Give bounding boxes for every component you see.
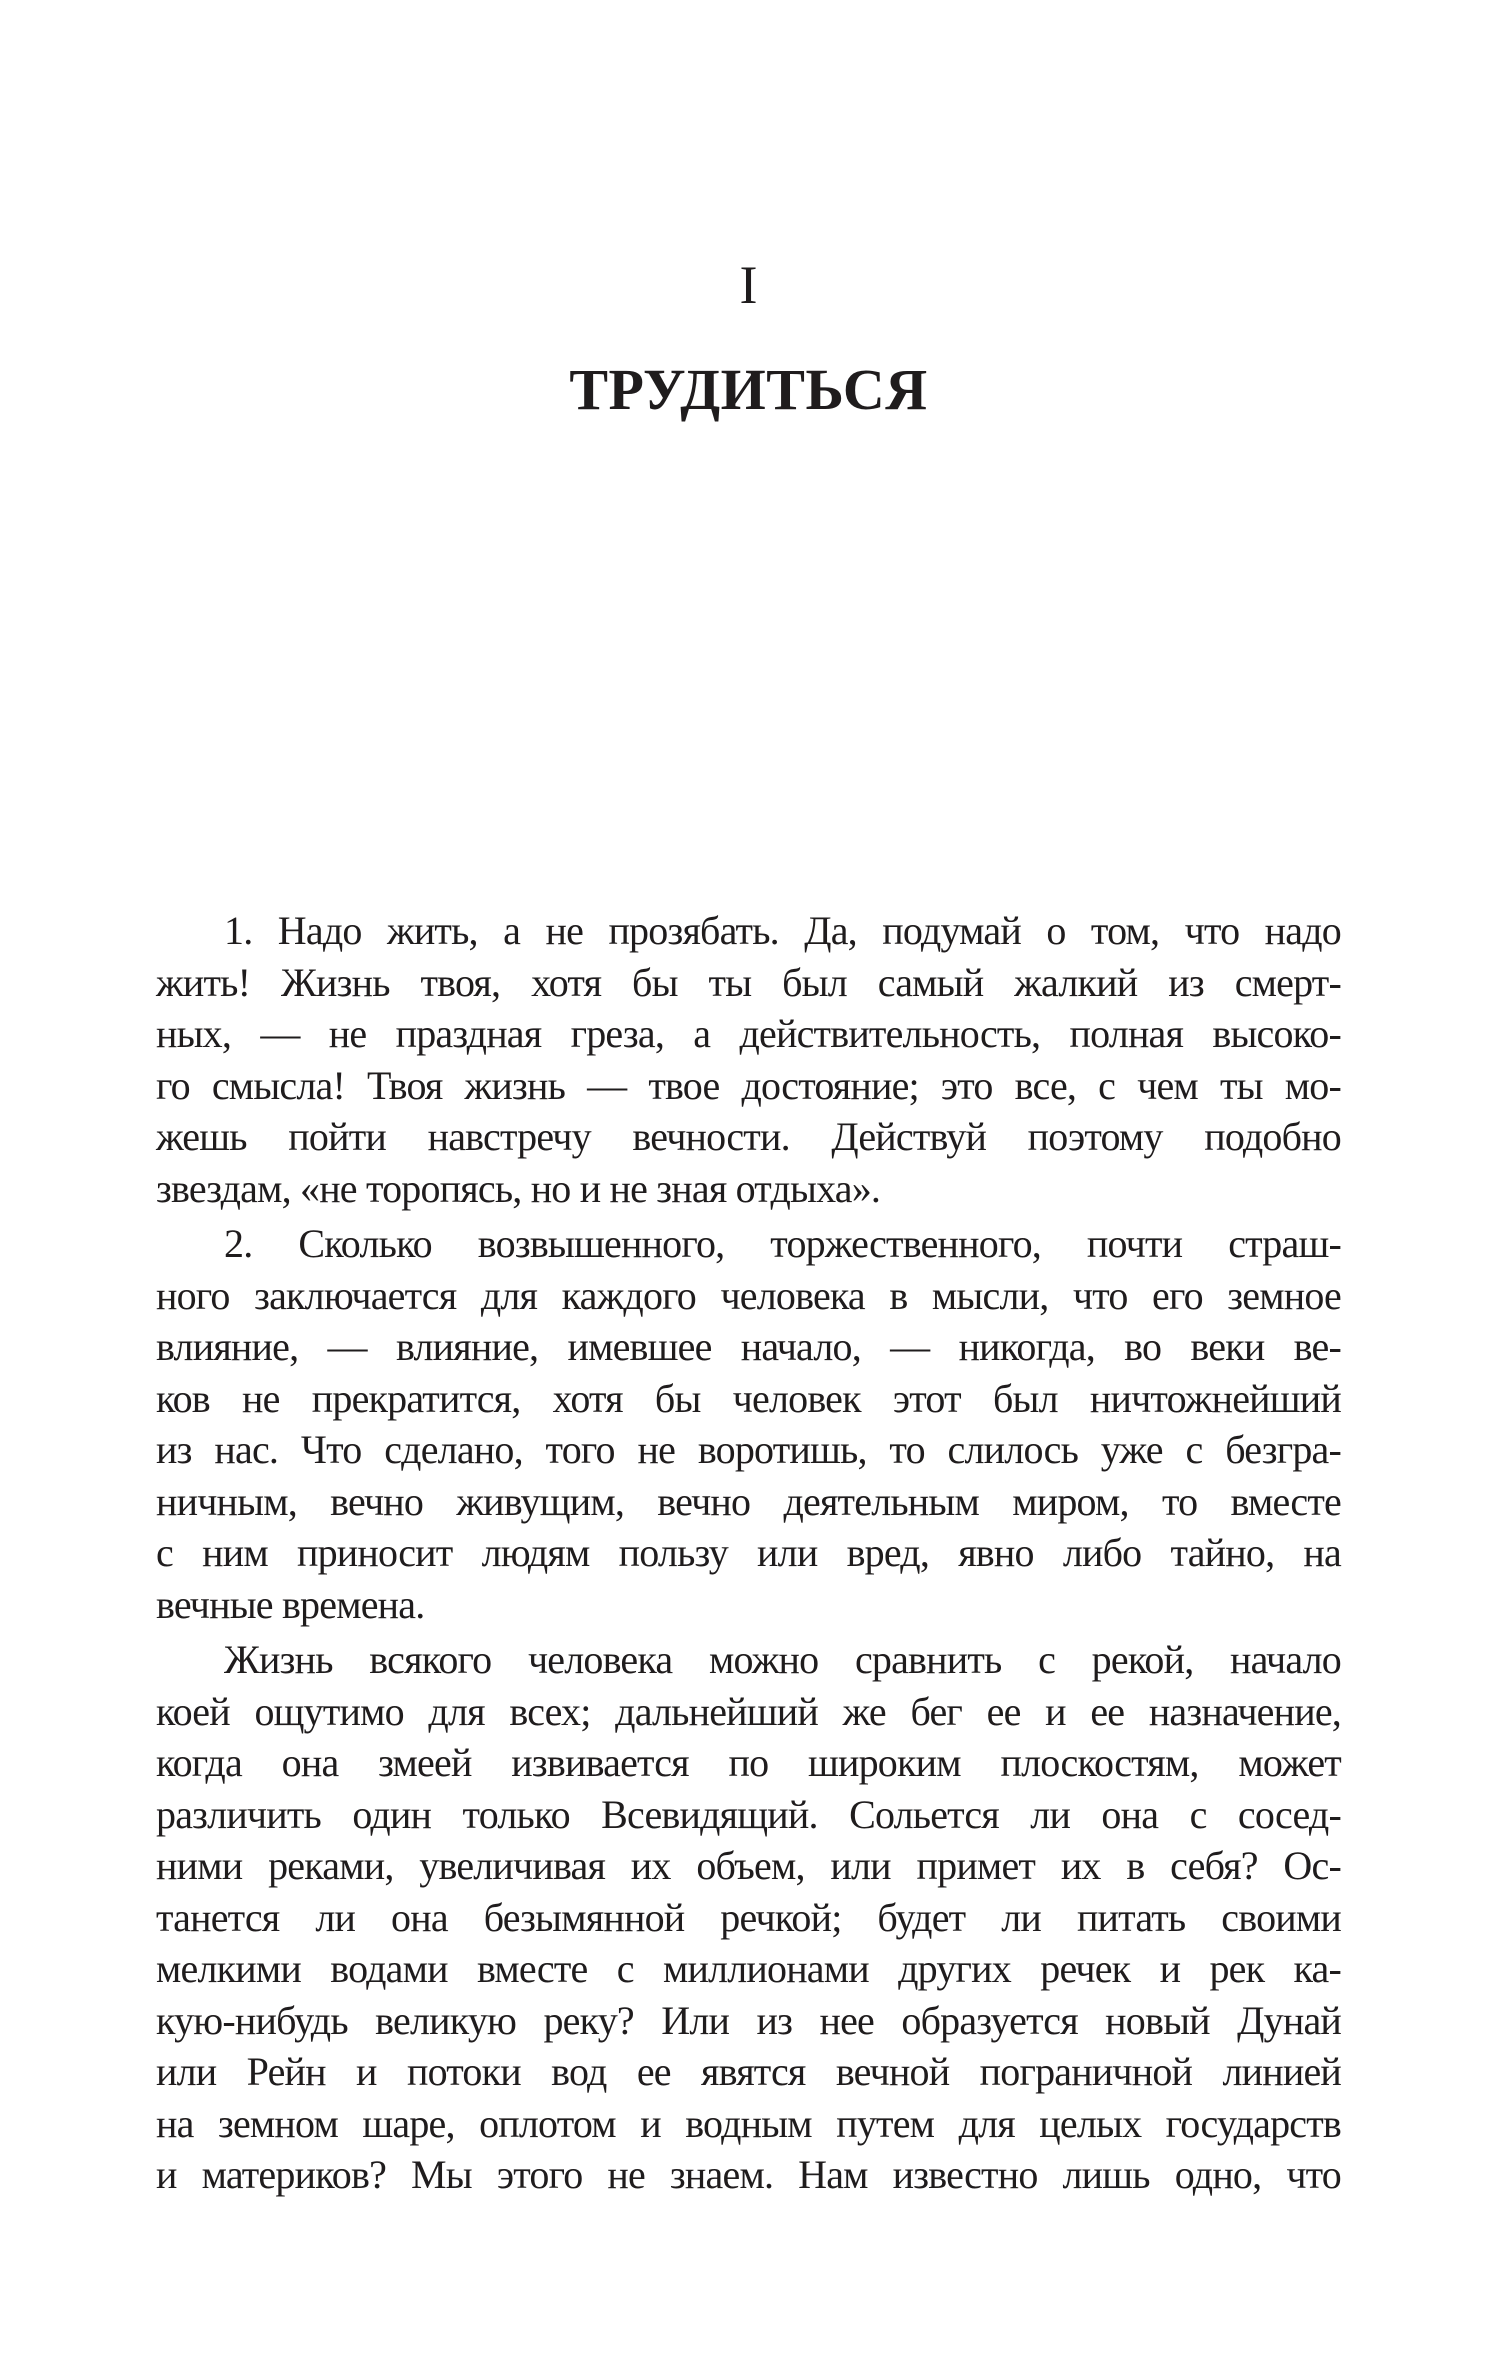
text-line: 1. Надо жить, а не прозябать. Да, подумай о том, что надо [224,908,1341,953]
paragraph [156,1634,1341,2201]
text-line: го смысла! Твоя жизнь — твое достояние; это все, с чем ты мо- [156,1062,1341,1108]
text-line: ними реками, увеличивая их объем, или примет их в себя? Ос- [156,1843,1341,1888]
text-line: и материков? Мы этого не знаем. Нам известно лишь одно, что [156,2152,1341,2197]
text-line: жешь пойти навстречу вечности. Действуй поэтому подобно [156,1114,1341,1159]
text-line: ного заключается для каждого человека в мысли, что его земное [156,1272,1341,1318]
paragraph [156,905,1341,1214]
chapter-numeral: I [739,255,758,315]
text-line: коей ощутимо для всех; дальнейший же бег ее и ее назначение, [156,1688,1341,1734]
text-line: вечные времена. [156,1581,425,1627]
text-line: на земном шаре, оплотом и водным путем для целых государств [156,2100,1341,2146]
text-line: когда она змеей извивается по широким плоскостям, может [156,1740,1341,1785]
chapter-title: ТРУДИТЬСЯ [569,357,928,422]
text-line: жить! Жизнь твоя, хотя бы ты был самый жалкий из смерт- [156,959,1341,1005]
text-line: танется ли она безымянной речкой; будет ли питать своими [156,1894,1341,1940]
text-line: с ним приносит людям пользу или вред, явно либо тайно, на [156,1530,1341,1575]
text-line: ных, — не праздная греза, а действительность, полная высоко- [156,1011,1341,1056]
text-line: 2. Сколько возвышенного, торжественного, почти страш- [224,1221,1341,1266]
text-line: кую-нибудь великую реку? Или из нее образуется новый Дунай [156,1997,1341,2043]
paragraph [156,1218,1341,1630]
text-line: мелкими водами вместе с миллионами других речек и рек ка- [156,1946,1341,1991]
text-line: влияние, — влияние, имевшее начало, — никогда, во веки ве- [156,1324,1341,1369]
text-line: звездам, «не торопясь, но и не зная отдыха». [156,1165,881,1211]
text-line: или Рейн и потоки вод ее явятся вечной пограничной линией [156,2049,1341,2094]
text-line: Жизнь всякого человека можно сравнить с рекой, начало [224,1637,1341,1682]
text-line: ков не прекратится, хотя бы человек этот был ничтожнейший [156,1375,1341,1421]
body-text [156,905,1341,2201]
text-line: ничным, вечно живущим, вечно деятельным миром, то вместе [156,1478,1341,1524]
text-line: из нас. Что сделано, того не воротишь, то слилось уже с безгра- [156,1427,1341,1472]
text-line: различить один только Всевидящий. Сольется ли она с сосед- [156,1791,1341,1837]
